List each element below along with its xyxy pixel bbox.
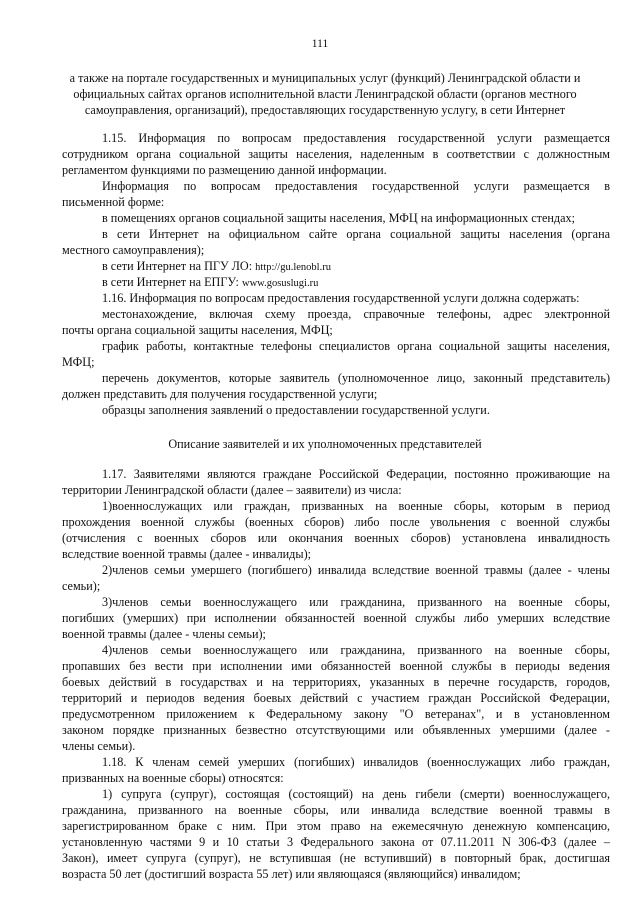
paragraph-1-16-line: перечень документов, которые заявитель (уполномоченное лицо, законный представитель): [102, 371, 610, 385]
pgu-label: в сети Интернет на ПГУ ЛО:: [102, 259, 253, 273]
intro-line: официальных сайтах органов исполнительной власти Ленинградской области (органов местного: [73, 87, 577, 101]
paragraph-1-17-line: вследствие военной травмы (далее - инвалиды);: [62, 547, 312, 561]
paragraph-1-17-line: 3)членов семьи военнослужащего или гражданина, призванного на военные сборы,: [102, 595, 610, 609]
paragraph-1-17-line: законом порядке признанных безвестно отсутствующими или объявленных умершими (далее -: [62, 723, 610, 737]
page-number: 111: [311, 38, 329, 50]
paragraph-1-17-line: пропавших без вести при исполнении ими обязанностей военной службы в периоды ведения: [62, 659, 610, 673]
paragraph-1-17-line: погибших (умерших) при исполнении обязанностей военной службы либо умерших вследствие: [62, 611, 610, 625]
paragraph-1-17-line: 4)членов семьи военнослужащего или гражданина, призванного на военные сборы,: [102, 643, 610, 657]
paragraph-1-16-line: график работы, контактные телефоны специалистов органа социальной защиты населения,: [102, 339, 610, 353]
paragraph-1-18-line: установленную частями 9 и 10 статьи 3 Федерального закона от 07.11.2011 N 306-ФЗ (далее –: [62, 835, 610, 849]
paragraph-1-15-line: регламентом функциями по размещению данной информации.: [62, 163, 387, 177]
paragraph-1-17-line: 1.17. Заявителями являются граждане Российской Федерации, постоянно проживающие на: [102, 467, 610, 481]
placement-item: в помещениях органов социальной защиты населения, МФЦ на информационных стендах;: [102, 211, 576, 225]
paragraph-1-15-line: сотрудником органа социальной защиты населения, наделенным в соответствии с должностным: [62, 147, 610, 161]
paragraph-1-17-line: территории Ленинградской области (далее – заявители) из числа:: [62, 483, 402, 497]
paragraph-1-17-line: прохождения военной службы (военных сборов) либо после увольнения с военной службы: [62, 515, 610, 529]
paragraph-1-15-line: 1.15. Информация по вопросам предоставления государственной услуги размещается: [102, 131, 610, 145]
paragraph-1-18-line: Закон), имеет супруга (супруг), не вступившая (не вступивший) в повторный брак, достигшая: [62, 851, 610, 865]
paragraph-1-18-line: гражданина, призванного на военные сборы, или инвалида вследствие военной травмы в: [62, 803, 610, 817]
intro-line: самоуправления, организаций), предоставляющих государственную услугу, в сети Интернет: [84, 103, 566, 117]
paragraph-1-18-line: зарегистрированном браке с ним. При этом право на ежемесячную денежную компенсацию,: [62, 819, 610, 833]
placement-item: в сети Интернет на официальном сайте органа социальной защиты населения (органа: [102, 227, 610, 241]
paragraph-1-18-line: 1.18. К членам семей умерших (погибших) инвалидов (военнослужащих либо граждан,: [102, 755, 610, 769]
paragraph-1-16-line: местонахождение, включая схему проезда, справочные телефоны, адрес электронной: [102, 307, 610, 321]
paragraph-1-17-line: (отчисления с военных сборов или окончания военных сборов) установлена инвалидность: [62, 531, 610, 545]
info-written-line: Информация по вопросам предоставления государственной услуги размещается в: [102, 179, 610, 193]
intro-line: а также на портале государственных и муниципальных услуг (функций) Ленинградской области и: [69, 71, 581, 85]
section-heading: Описание заявителей и их уполномоченных представителей: [168, 437, 482, 451]
paragraph-1-17-line: боевых действий в государствах и на территориях, указанных в перечне государств, городов,: [62, 675, 610, 689]
paragraph-1-17-line: 2)членов семьи умершего (погибшего) инвалида вследствие военной травмы (далее - члены: [102, 563, 610, 577]
paragraph-1-17-line: территорий и периодов ведения боевых действий с участием граждан Российской Федерации,: [62, 691, 610, 705]
paragraph-1-17-line: военной травмы (далее - члены семьи);: [62, 627, 266, 641]
info-written-line: письменной форме:: [62, 195, 165, 209]
paragraph-1-17-line: 1)военнослужащих или граждан, призванных на военные сборы, которым в период: [102, 499, 610, 513]
paragraph-1-18-line: призванных на военные сборы) относятся:: [62, 771, 284, 785]
paragraph-1-18-line: 1) супруга (супруг), состоящая (состоящий) на день гибели (смерти) военнослужащего,: [102, 787, 610, 801]
epgu-link[interactable]: www.gosuslugi.ru: [242, 278, 319, 289]
pgu-link[interactable]: http://gu.lenobl.ru: [255, 262, 331, 273]
paragraph-1-16-line: 1.16. Информация по вопросам предоставления государственной услуги должна содержать:: [102, 291, 580, 305]
paragraph-1-18-line: возраста 50 лет (достигший возраста 55 лет) или являющаяся (являющийся) инвалидом;: [62, 867, 521, 881]
paragraph-1-16-line: должен представить для получения государственной услуги;: [62, 387, 378, 401]
paragraph-1-16-line: МФЦ;: [62, 355, 95, 369]
paragraph-1-17-line: предусмотренном приложением к Федеральному закону "О ветеранах", и в установленном: [62, 707, 610, 721]
paragraph-1-16-line: образцы заполнения заявлений о предоставлении государственной услуги.: [102, 403, 490, 417]
placement-item: местного самоуправления);: [62, 243, 205, 257]
paragraph-1-17-line: семьи);: [62, 579, 101, 593]
paragraph-1-16-line: почты органа социальной защиты населения, МФЦ;: [62, 323, 333, 337]
paragraph-1-17-line: члены семьи).: [62, 739, 136, 753]
epgu-label: в сети Интернет на ЕПГУ:: [102, 275, 239, 289]
